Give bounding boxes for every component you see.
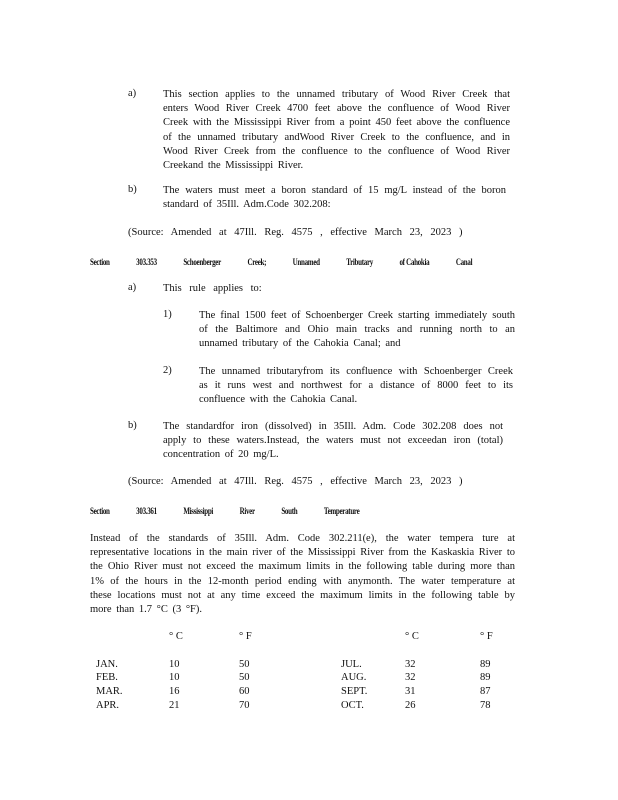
item-b-text: The waters must meet a boron standard of 15 mg/L instead of the boron standard of 35Ill. Adm.Code 302.208: bbox=[163, 185, 506, 211]
month-cell: AUG. bbox=[341, 672, 367, 684]
col-header-fahrenheit: ° F bbox=[480, 631, 493, 642]
celsius-cell: 16 bbox=[169, 686, 180, 698]
col-header-celsius: ° C bbox=[405, 631, 419, 642]
source-note: (Source: Amended at 47Ill. Reg. 4575 , effective March 23, 2023 ) bbox=[128, 476, 463, 487]
month-cell: JUL. bbox=[341, 658, 362, 670]
item-a-text: This rule applies to: bbox=[163, 283, 262, 294]
sub-item-2-text: The unnamed tributaryfrom its confluence with Schoenberger Creek as it runs west and northwest for a distance of 8000 feet to its confluence with the Cahokia Canal. bbox=[199, 366, 513, 406]
table-row bbox=[96, 658, 520, 672]
sub-item-1-text: The final 1500 feet of Schoenberger Creek starting immediately south of the Baltimore and Ohio main tracks and running north to an unnamed tributary of the Cahokia Canal; and bbox=[199, 310, 515, 350]
heading-word: 303.361 bbox=[136, 506, 157, 516]
section-heading-303-361 bbox=[90, 506, 386, 516]
celsius-cell: 32 bbox=[405, 672, 416, 684]
heading-word: Schoenberger bbox=[183, 257, 221, 267]
item-b-label: b) bbox=[128, 420, 137, 431]
item-a-label: a) bbox=[128, 88, 137, 99]
heading-word: 303.353 bbox=[136, 257, 157, 267]
section-body: Instead of the standards of 35Ill. Adm. Code 302.211(e), the water tempera ture at representative locations in the main river of the Mississippi River from the Kaskaskia River to the Ohio River must not exceed the maximum limits in the following table during more than 1% of the hours in the 12-month period ending with anymonth. The water temperature at these locations must not at any time exceed the maximum limits in the following table by more than 1.7 °C (3 °F). bbox=[90, 533, 515, 616]
month-cell: SEPT. bbox=[341, 686, 368, 698]
fahrenheit-cell: 89 bbox=[480, 672, 491, 684]
heading-word: Section bbox=[90, 506, 110, 516]
celsius-cell: 10 bbox=[169, 672, 180, 684]
fahrenheit-cell: 89 bbox=[480, 658, 491, 670]
heading-word: River bbox=[239, 506, 255, 516]
fahrenheit-cell: 78 bbox=[480, 699, 491, 711]
table-row bbox=[96, 699, 520, 713]
col-header-celsius: ° C bbox=[169, 631, 183, 642]
month-cell: FEB. bbox=[96, 672, 118, 684]
fahrenheit-cell: 60 bbox=[239, 686, 250, 698]
celsius-cell: 10 bbox=[169, 658, 180, 670]
month-cell: APR. bbox=[96, 699, 120, 711]
heading-word: Unnamed bbox=[292, 257, 320, 267]
heading-word: Creek; bbox=[247, 257, 267, 267]
month-cell: OCT. bbox=[341, 699, 364, 711]
celsius-cell: 32 bbox=[405, 658, 416, 670]
table-header-row bbox=[96, 630, 520, 644]
heading-word: Mississippi bbox=[183, 506, 214, 516]
celsius-cell: 21 bbox=[169, 699, 180, 711]
fahrenheit-cell: 50 bbox=[239, 658, 250, 670]
celsius-cell: 31 bbox=[405, 686, 416, 698]
heading-word: Tributary bbox=[346, 257, 373, 267]
fahrenheit-cell: 87 bbox=[480, 686, 491, 698]
item-a-text: This section applies to the unnamed tributary of Wood River Creek that enters Wood River Creek 4700 feet above the confluence of Wood River Creek with the Mississippi River from a point 450 feet above the confluence of the unnamed tributary andWood River Creek to the confluence, and in Wood River Creek from the confluence to the confluence of Wood River Creekand the Mississippi River. bbox=[163, 89, 510, 172]
item-b-label: b) bbox=[128, 184, 137, 195]
item-a-label: a) bbox=[128, 282, 137, 293]
temperature-table bbox=[96, 630, 520, 713]
sub-item-2-label: 2) bbox=[163, 365, 172, 376]
table-row bbox=[96, 671, 520, 685]
fahrenheit-cell: 70 bbox=[239, 699, 250, 711]
celsius-cell: 26 bbox=[405, 699, 416, 711]
col-header-fahrenheit: ° F bbox=[239, 631, 252, 642]
heading-word: South bbox=[281, 506, 298, 516]
section-heading-303-353 bbox=[90, 257, 499, 267]
fahrenheit-cell: 50 bbox=[239, 672, 250, 684]
heading-word: Canal bbox=[455, 257, 473, 267]
source-note: (Source: Amended at 47Ill. Reg. 4575 , effective March 23, 2023 ) bbox=[128, 227, 463, 238]
heading-word: Temperature bbox=[323, 506, 360, 516]
heading-word: Section bbox=[90, 257, 110, 267]
month-cell: MAR. bbox=[96, 686, 123, 698]
item-b-text: The standardfor iron (dissolved) in 35Ill. Adm. Code 302.208 does not apply to these waters.Instead, the waters must not exceedan iron (total) concentration of 20 mg/L. bbox=[163, 421, 503, 461]
heading-word: of Cahokia bbox=[399, 257, 430, 267]
sub-item-1-label: 1) bbox=[163, 309, 172, 320]
table-row bbox=[96, 685, 520, 699]
month-cell: JAN. bbox=[96, 658, 118, 670]
